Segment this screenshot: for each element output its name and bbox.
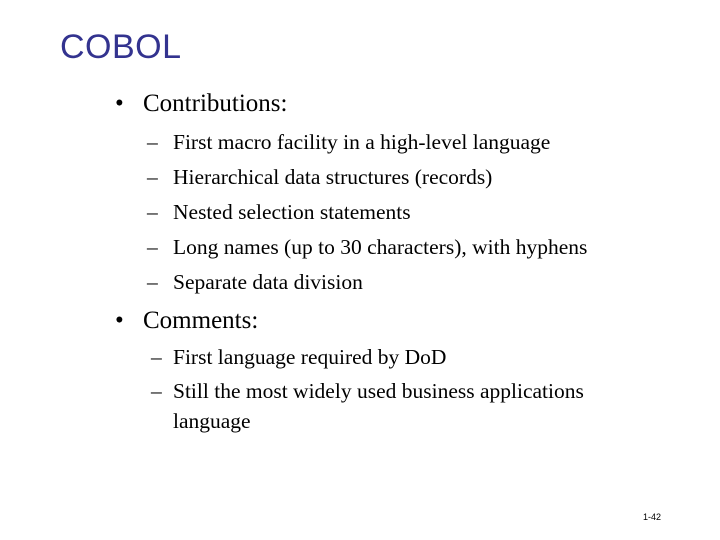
list-item-text: Hierarchical data structures (records) [173, 165, 493, 189]
bullet-heading: Comments: [143, 307, 259, 334]
list-item-text: Long names (up to 30 characters), with hyphens [173, 235, 588, 259]
list-item [147, 200, 411, 225]
slide-title: COBOL [60, 28, 182, 66]
list-item-continuation [173, 409, 251, 434]
bullet-heading: Contributions: [143, 90, 288, 117]
bullet-contributions [115, 90, 287, 118]
list-item-text: First language required by DoD [173, 345, 447, 369]
dash: – [151, 379, 162, 403]
bullet-dot: • [115, 90, 124, 117]
list-item-text: language [173, 409, 251, 433]
dash: – [147, 130, 158, 154]
list-item-text: Still the most widely used business applications [173, 379, 584, 403]
dash: – [147, 200, 158, 224]
dash: – [147, 165, 158, 189]
list-item [151, 379, 584, 404]
bullet-comments [115, 307, 258, 335]
dash: – [147, 235, 158, 259]
dash: – [151, 345, 162, 369]
list-item [147, 165, 493, 190]
list-item-text: First macro facility in a high-level language [173, 130, 551, 154]
dash: – [147, 270, 158, 294]
bullet-dot: • [115, 307, 124, 334]
list-item-text: Separate data division [173, 270, 363, 294]
page-number: 1-42 [642, 512, 661, 522]
list-item [147, 235, 588, 260]
list-item [147, 270, 363, 295]
list-item [147, 130, 551, 155]
list-item-text: Nested selection statements [173, 200, 411, 224]
list-item [151, 345, 447, 370]
